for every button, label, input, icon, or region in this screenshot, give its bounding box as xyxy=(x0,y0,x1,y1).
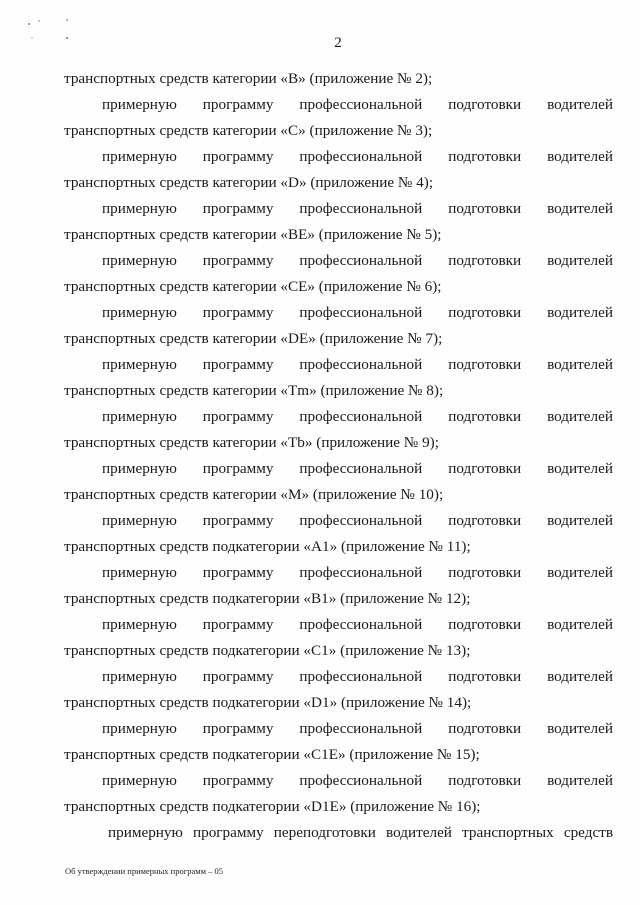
word: профессиональной xyxy=(299,616,423,633)
word: примерную xyxy=(102,252,177,269)
word: программу xyxy=(202,200,274,217)
word: программу xyxy=(202,720,274,737)
word: подготовки xyxy=(448,772,522,789)
word: программу xyxy=(202,616,274,633)
word: примерную xyxy=(102,772,177,789)
list-item-lead-line xyxy=(64,456,613,482)
word: средств xyxy=(563,824,613,841)
word: водителей xyxy=(547,200,613,217)
word: программу xyxy=(202,148,274,165)
word: программу xyxy=(202,772,274,789)
word: водителей xyxy=(547,304,613,321)
word: подготовки xyxy=(448,96,522,113)
word: подготовки xyxy=(448,512,522,529)
word: подготовки xyxy=(448,252,522,269)
list-item-continuation-line: транспортных средств подкатегории «A1» (приложение № 11); xyxy=(64,538,471,555)
list-item-lead-line xyxy=(64,612,613,638)
page-number: 2 xyxy=(334,35,342,51)
word: водителей xyxy=(547,356,613,373)
word: профессиональной xyxy=(299,408,423,425)
word: программу xyxy=(202,252,274,269)
word: подготовки xyxy=(448,148,522,165)
word: переподготовки xyxy=(273,824,376,841)
word: водителей xyxy=(547,512,613,529)
word: программу xyxy=(202,668,274,685)
list-item-continuation-line: транспортных средств категории «M» (приложение № 10); xyxy=(64,486,444,503)
word: примерную xyxy=(108,824,183,841)
list-item-continuation-line: транспортных средств подкатегории «B1» (приложение № 12); xyxy=(64,590,471,607)
list-item-lead-line xyxy=(64,196,613,222)
list-item-continuation-line: транспортных средств категории «C» (приложение № 3); xyxy=(64,122,433,139)
word: профессиональной xyxy=(299,148,423,165)
word: водителей xyxy=(386,824,452,841)
word: подготовки xyxy=(448,408,522,425)
word: примерную xyxy=(102,460,177,477)
word: примерную xyxy=(102,148,177,165)
list-item-lead-line xyxy=(64,664,613,690)
word: подготовки xyxy=(448,564,522,581)
word: примерную xyxy=(102,564,177,581)
list-item-continuation-line: транспортных средств подкатегории «D1» (приложение № 14); xyxy=(64,694,472,711)
word: программу xyxy=(202,304,274,321)
word: примерную xyxy=(102,408,177,425)
word: подготовки xyxy=(448,356,522,373)
word: программу xyxy=(202,356,274,373)
word: подготовки xyxy=(448,200,522,217)
word: примерную xyxy=(102,668,177,685)
list-item-continuation-line: транспортных средств категории «Tb» (приложение № 9); xyxy=(64,434,439,451)
document-body xyxy=(64,66,613,846)
text-line: транспортных средств категории «B» (приложение № 2); xyxy=(64,70,433,87)
word: водителей xyxy=(547,408,613,425)
word: профессиональной xyxy=(299,96,423,113)
word: программу xyxy=(202,512,274,529)
word: профессиональной xyxy=(299,356,423,373)
word: водителей xyxy=(547,252,613,269)
word: подготовки xyxy=(448,668,522,685)
list-item-lead-line xyxy=(64,560,613,586)
word: водителей xyxy=(547,148,613,165)
list-item-continuation-line: транспортных средств категории «BE» (приложение № 5); xyxy=(64,226,442,243)
list-item-lead-line xyxy=(64,144,613,170)
word: программу xyxy=(202,96,274,113)
list-item-continuation-line: транспортных средств подкатегории «D1E» (приложение № 16); xyxy=(64,798,481,815)
word: водителей xyxy=(547,616,613,633)
word: транспортных xyxy=(462,824,554,841)
word: примерную xyxy=(102,200,177,217)
word: водителей xyxy=(547,564,613,581)
list-item-lead-line xyxy=(64,248,613,274)
list-item-lead-line xyxy=(64,768,613,794)
word: примерную xyxy=(102,616,177,633)
word: профессиональной xyxy=(299,772,423,789)
word: примерную xyxy=(102,356,177,373)
word: водителей xyxy=(547,460,613,477)
list-item-lead-line xyxy=(64,300,613,326)
word: подготовки xyxy=(448,460,522,477)
list-item-lead-line xyxy=(64,352,613,378)
list-item-continuation-line: транспортных средств подкатегории «C1» (приложение № 13); xyxy=(64,642,471,659)
word: подготовки xyxy=(448,616,522,633)
document-footer: Об утверждении примерных программ – 05 xyxy=(65,866,223,876)
word: водителей xyxy=(547,668,613,685)
final-item-lead-line xyxy=(64,820,613,846)
word: профессиональной xyxy=(299,720,423,737)
word: профессиональной xyxy=(299,252,423,269)
list-item-continuation-line: транспортных средств категории «D» (приложение № 4); xyxy=(64,174,434,191)
word: профессиональной xyxy=(299,304,423,321)
list-item-lead-line xyxy=(64,508,613,534)
list-item-lead-line xyxy=(64,716,613,742)
list-item-continuation-line: транспортных средств подкатегории «C1E» (приложение № 15); xyxy=(64,746,480,763)
word: подготовки xyxy=(448,720,522,737)
word: профессиональной xyxy=(299,200,423,217)
word: профессиональной xyxy=(299,512,423,529)
word: подготовки xyxy=(448,304,522,321)
word: программу xyxy=(202,408,274,425)
word: профессиональной xyxy=(299,460,423,477)
word: примерную xyxy=(102,304,177,321)
word: водителей xyxy=(547,772,613,789)
word: программу xyxy=(192,824,264,841)
word: профессиональной xyxy=(299,668,423,685)
word: примерную xyxy=(102,720,177,737)
word: программу xyxy=(202,460,274,477)
list-item-lead-line xyxy=(64,404,613,430)
word: водителей xyxy=(547,720,613,737)
word: профессиональной xyxy=(299,564,423,581)
word: примерную xyxy=(102,512,177,529)
list-item-continuation-line: транспортных средств категории «CE» (приложение № 6); xyxy=(64,278,442,295)
list-item-continuation-line: транспортных средств категории «Tm» (приложение № 8); xyxy=(64,382,444,399)
word: примерную xyxy=(102,96,177,113)
list-item-lead-line xyxy=(64,92,613,118)
word: программу xyxy=(202,564,274,581)
list-item-continuation-line: транспортных средств категории «DE» (приложение № 7); xyxy=(64,330,443,347)
word: водителей xyxy=(547,96,613,113)
